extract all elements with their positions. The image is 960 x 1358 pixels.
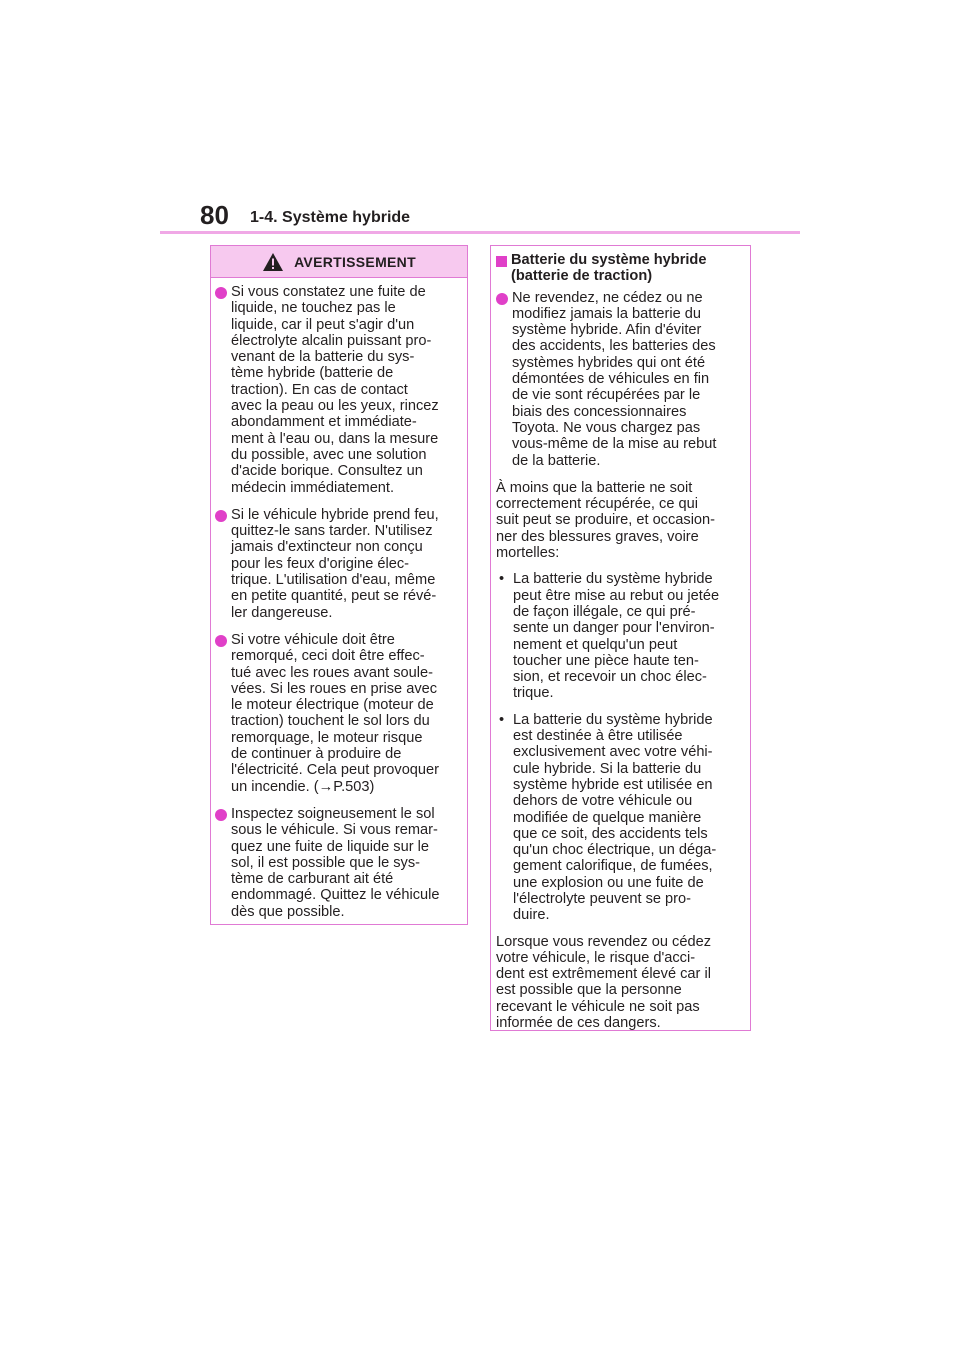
warning-bullet-text: Si vous constatez une fuite de liquide, ne touchez pas le liquide, car il peut s'agir d'un électrolyte alcalin puissant pro- venant de la batterie du sys- tème hybride (batterie de traction). En cas de contact avec la peau ou les yeux, rincez abondamment et immédiate- ment à l'eau ou, dans la mesure du possible, avec une solution d'acide borique. Consultez un médecin immédiatement. — [231, 284, 439, 496]
battery-bullet — [496, 290, 742, 469]
warning-bullet — [215, 507, 459, 621]
list-bullet-mark: • — [499, 711, 505, 728]
warning-bullet — [215, 284, 459, 496]
battery-intro: À moins que la batterie ne soit correctement récupérée, ce qui suit peut se produire, et occasion- ner des blessures graves, voire mortelles: — [496, 479, 716, 562]
warning-title: AVERTISSEMENT — [294, 253, 416, 270]
page-number: 80 — [200, 200, 229, 230]
warning-bullet-text: Si le véhicule hybride prend feu, quittez-le sans tarder. N'utilisez jamais d'extincteur non conçu pour les feux d'origine élec- trique. L'utilisation d'eau, même en petite quantité, peut se révé- ler dangereuse. — [231, 506, 439, 621]
warning-body — [211, 278, 467, 920]
battery-info-box — [490, 245, 751, 1031]
battery-risk-item — [496, 712, 742, 924]
warning-triangle-icon — [262, 252, 284, 272]
square-bullet-icon — [496, 256, 507, 267]
warning-bullet — [215, 632, 459, 795]
battery-bullet-text: Ne revendez, ne cédez ou ne modifiez jamais la batterie du système hybride. Afin d'éviter des accidents, les batteries des systèmes hybrides qui ont été démontées de véhicules en fin de vie sont récupérées par le biais des concessionnaires Toyota. Ne vous chargez pas vous-même de la mise au rebut de la batterie. — [512, 289, 717, 469]
warning-bullet-text: Inspectez soigneusement le sol sous le véhicule. Si vous remar- quez une fuite de liquide sur le sol, il est possible que le sys- tème de carburant ait été endommagé. Quittez le véhicule dès que possible. — [231, 805, 440, 920]
list-bullet-mark: • — [499, 571, 505, 588]
section-title: 1-4. Système hybride — [250, 209, 411, 226]
header-rule — [160, 231, 800, 234]
battery-risk-item — [496, 571, 742, 701]
battery-heading — [496, 252, 742, 285]
bullet-dot-icon — [215, 635, 227, 647]
battery-risk-text: La batterie du système hybride est destinée à être utilisée exclusivement avec votre véhi- cule hybride. Si la batterie du système hybride est utilisée en dehors de votre véhicule ou modifiée de quelque manière que ce soit, des accidents tels qu'un choc électrique, un déga- gement calorifique, de fumées, une explosion ou une fuite de l'électrolyte peuvent se pro- duire. — [513, 711, 717, 924]
bullet-dot-icon — [215, 287, 227, 299]
warning-bullet — [215, 806, 459, 920]
warning-header — [211, 246, 467, 278]
bullet-dot-icon — [215, 510, 227, 522]
warning-box — [210, 245, 468, 925]
warning-bullet-text: Si votre véhicule doit être remorqué, ceci doit être effec- tué avec les roues avant soule- vées. Si les roues en prise avec le moteur électrique (moteur de traction) touchent le sol lors du remorquage, le moteur risque de continuer à produire de l'électricité. Cela peut provoquer un incendie. (→P.503) — [231, 631, 440, 795]
battery-risk-text: La batterie du système hybride peut être mise au rebut ou jetée de façon illégale, ce qui pré- sente un danger pour l'environ- nement et quelqu'un peut toucher une pièce haute ten- sion, et recevoir un choc élec- trique. — [513, 571, 720, 702]
bullet-dot-icon — [215, 809, 227, 821]
battery-outro: Lorsque vous revendez ou cédez votre véhicule, le risque d'acci- dent est extrêmement élevé car il est possible que la personne recevant le véhicule ne soit pas informée de ces dangers. — [496, 933, 711, 1032]
bullet-dot-icon — [496, 293, 508, 305]
battery-heading-text: Batterie du système hybride (batterie de traction) — [511, 252, 707, 285]
